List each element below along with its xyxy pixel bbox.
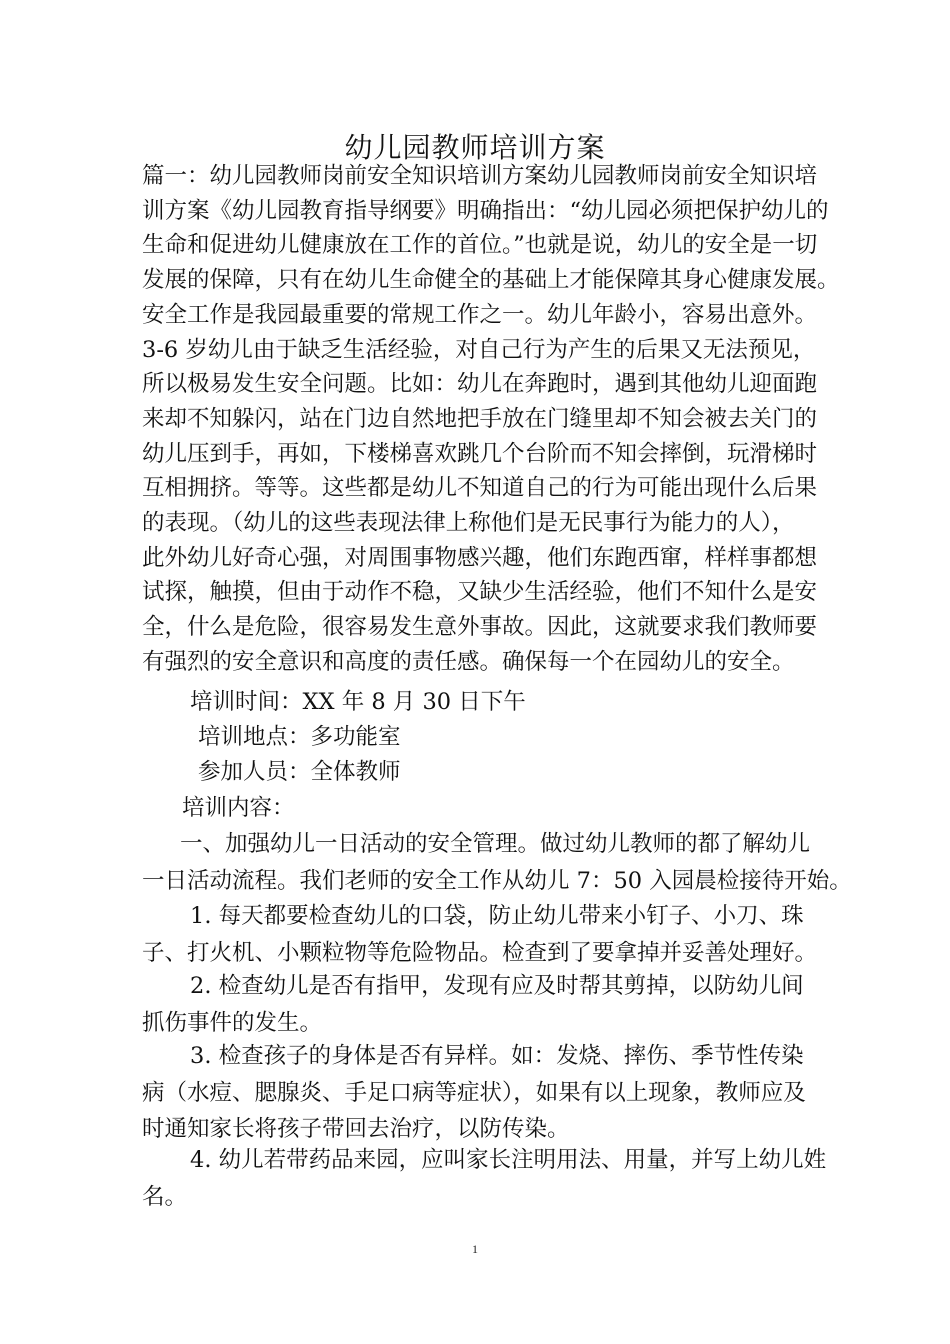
paragraph-line: 子、打火机、小颗粒物等危险物品。检查到了要拿掉并妥善处理好。	[142, 939, 818, 966]
paragraph-line: 3. 检查孩子的身体是否有异样。如：发烧、摔伤、季节性传染	[190, 1043, 804, 1069]
intro-line: 所以极易发生安全问题。比如：幼儿在奔跑时，遇到其他幼儿迎面跑	[142, 371, 818, 398]
intro-line: 有强烈的安全意识和高度的责任感。确保每一个在园幼儿的安全。	[142, 648, 795, 675]
paragraph-line: 抓伤事件的发生。	[142, 1009, 323, 1036]
paragraph-line: 名。	[142, 1183, 188, 1210]
item-one-paragraph	[142, 898, 832, 971]
intro-line: 来却不知躲闪，站在门边自然地把手放在门缝里却不知会被去关门的	[142, 405, 818, 432]
item-three-paragraph	[142, 1038, 832, 1148]
item-two-paragraph	[142, 968, 832, 1041]
intro-line: 生命和促进幼儿健康放在工作的首位。”也就是说，幼儿的安全是一切	[142, 232, 818, 259]
intro-line: 试探，触摸，但由于动作不稳，又缺少生活经验，他们不知什么是安	[142, 579, 818, 606]
intro-line: 的表现。（幼儿的这些表现法律上称他们是无民事行为能力的人），	[142, 510, 795, 537]
paragraph-line: 4. 幼儿若带药品来园，应叫家长注明用法、用量，并写上幼儿姓	[190, 1147, 827, 1173]
paragraph-line: 病（水痘、腮腺炎、手足口病等症状），如果有以上现象，教师应及	[142, 1079, 806, 1106]
paragraph-line: 2. 检查幼儿是否有指甲，发现有应及时帮其剪掉，以防幼儿间	[190, 973, 804, 999]
intro-line: 此外幼儿好奇心强，对周围事物感兴趣，他们东跑西窜，样样事都想	[142, 544, 818, 571]
document-title: 幼儿园教师培训方案	[344, 130, 606, 164]
intro-line: 训方案《幼儿园教育指导纲要》明确指出：“幼儿园必须把保护幼儿的	[142, 197, 829, 224]
training-content-label: 培训内容：	[182, 795, 295, 821]
section-one-paragraph	[142, 826, 852, 899]
item-four-paragraph	[142, 1142, 832, 1215]
training-place: 培训地点：多功能室	[198, 724, 401, 750]
paragraph-line: 一、加强幼儿一日活动的安全管理。做过幼儿教师的都了解幼儿	[180, 831, 811, 857]
intro-line: 全，什么是危险，很容易发生意外事故。因此，这就要求我们教师要	[142, 614, 818, 641]
intro-paragraph	[142, 159, 840, 680]
intro-line: 互相拥挤。等等。这些都是幼儿不知道自己的行为可能出现什么后果	[142, 475, 818, 502]
intro-line: 安全工作是我园最重要的常规工作之一。幼儿年龄小，容易出意外。	[142, 301, 818, 328]
intro-line: 发展的保障，只有在幼儿生命健全的基础上才能保障其身心健康发展。	[142, 267, 840, 294]
training-time: 培训时间：XX 年 8 月 30 日下午	[190, 689, 526, 715]
intro-line: 幼儿压到手，再如，下楼梯喜欢跳几个台阶而不知会摔倒，玩滑梯时	[142, 440, 818, 467]
paragraph-line: 时通知家长将孩子带回去治疗，以防传染。	[142, 1116, 570, 1142]
paragraph-line: 一日活动流程。我们老师的安全工作从幼儿 7：50 入园晨检接待开始。	[142, 867, 852, 894]
intro-line: 3-6 岁幼儿由于缺乏生活经验，对自己行为产生的后果又无法预见，	[142, 336, 816, 363]
page-number: 1	[472, 1242, 478, 1256]
intro-line: 篇一：幼儿园教师岗前安全知识培训方案幼儿园教师岗前安全知识培	[142, 163, 818, 189]
paragraph-line: 1. 每天都要检查幼儿的口袋，防止幼儿带来小钉子、小刀、珠	[190, 903, 804, 929]
training-participants: 参加人员：全体教师	[198, 759, 401, 785]
